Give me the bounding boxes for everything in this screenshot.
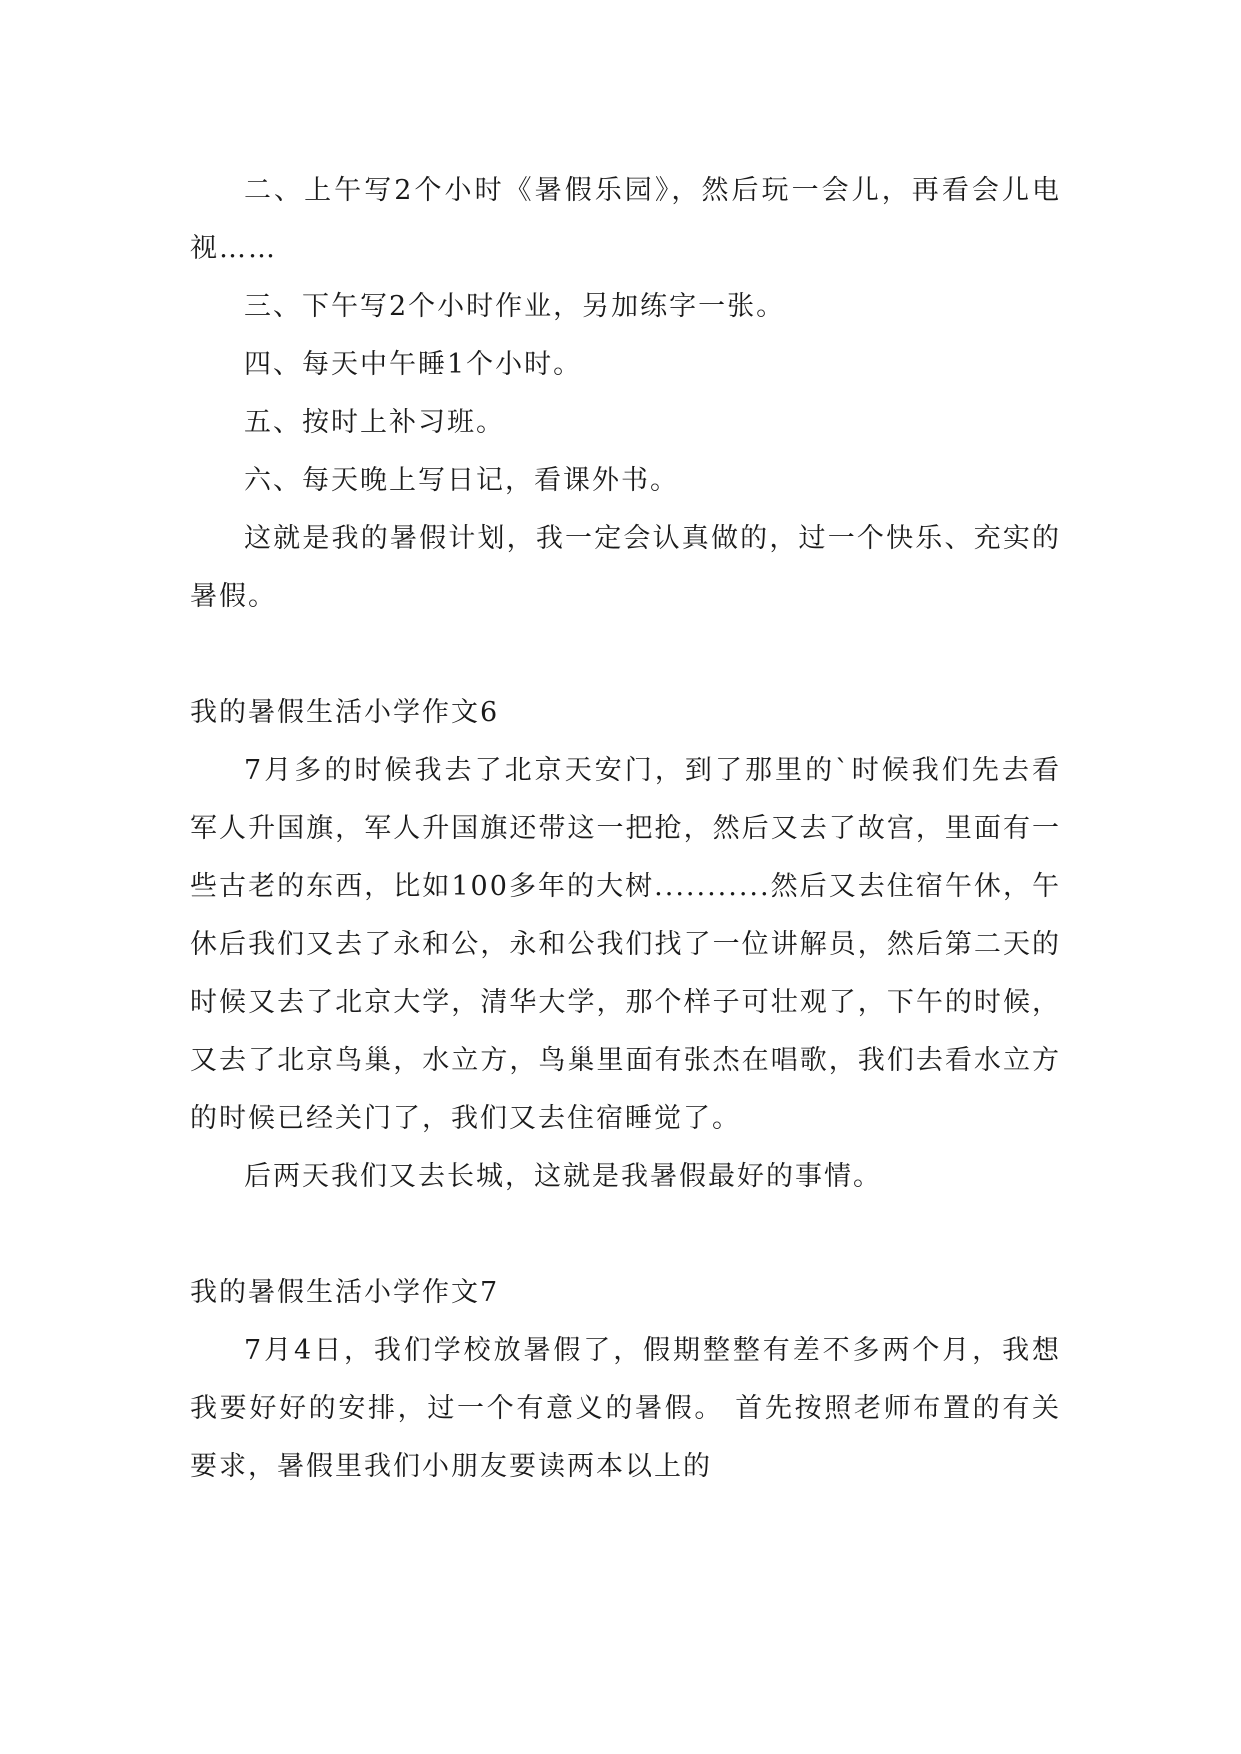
paragraph: 二、上午写2个小时《暑假乐园》，然后玩一会儿，再看会儿电视…… — [190, 175, 1061, 264]
section-spacer — [190, 626, 1061, 684]
section-spacer — [190, 1206, 1061, 1264]
paragraph: 六、每天晚上写日记，看课外书。 — [244, 465, 679, 496]
paragraph: 7月4日，我们学校放暑假了，假期整整有差不多两个月，我想我要好好的安排，过一个有意义的暑假。 首先按照老师布置的有关要求，暑假里我们小朋友要读两本以上的 — [190, 1335, 1061, 1482]
section-essay-6 — [190, 684, 1061, 1206]
section-plan-list — [190, 162, 1061, 626]
paragraph: 三、下午写2个小时作业，另加练字一张。 — [244, 291, 786, 322]
paragraph: 这就是我的暑假计划，我一定会认真做的，过一个快乐、充实的暑假。 — [190, 523, 1061, 612]
section-essay-7 — [190, 1264, 1061, 1496]
paragraph: 7月多的时候我去了北京天安门，到了那里的`时候我们先去看军人升国旗，军人升国旗还带这一把抢，然后又去了故宫，里面有一些古老的东西，比如100多年的大树...........然后又去住宿午休，午休后我们又去了永和公，永和公我们找了一位讲解员，然后第二天的时候又去了北京大学，清华大学，那个样子可壮观了，下午的时候，又去了北京鸟巢，水立方，鸟巢里面有张杰在唱歌，我们去看水立方的时候已经关门了，我们又去住宿睡觉了。 — [190, 755, 1061, 1134]
paragraph: 后两天我们又去长城，这就是我暑假最好的事情。 — [244, 1161, 882, 1192]
paragraph: 四、每天中午睡1个小时。 — [244, 349, 583, 380]
paragraph: 五、按时上补习班。 — [244, 407, 505, 438]
essay-heading: 我的暑假生活小学作文7 — [190, 1277, 500, 1308]
essay-heading: 我的暑假生活小学作文6 — [190, 697, 500, 728]
